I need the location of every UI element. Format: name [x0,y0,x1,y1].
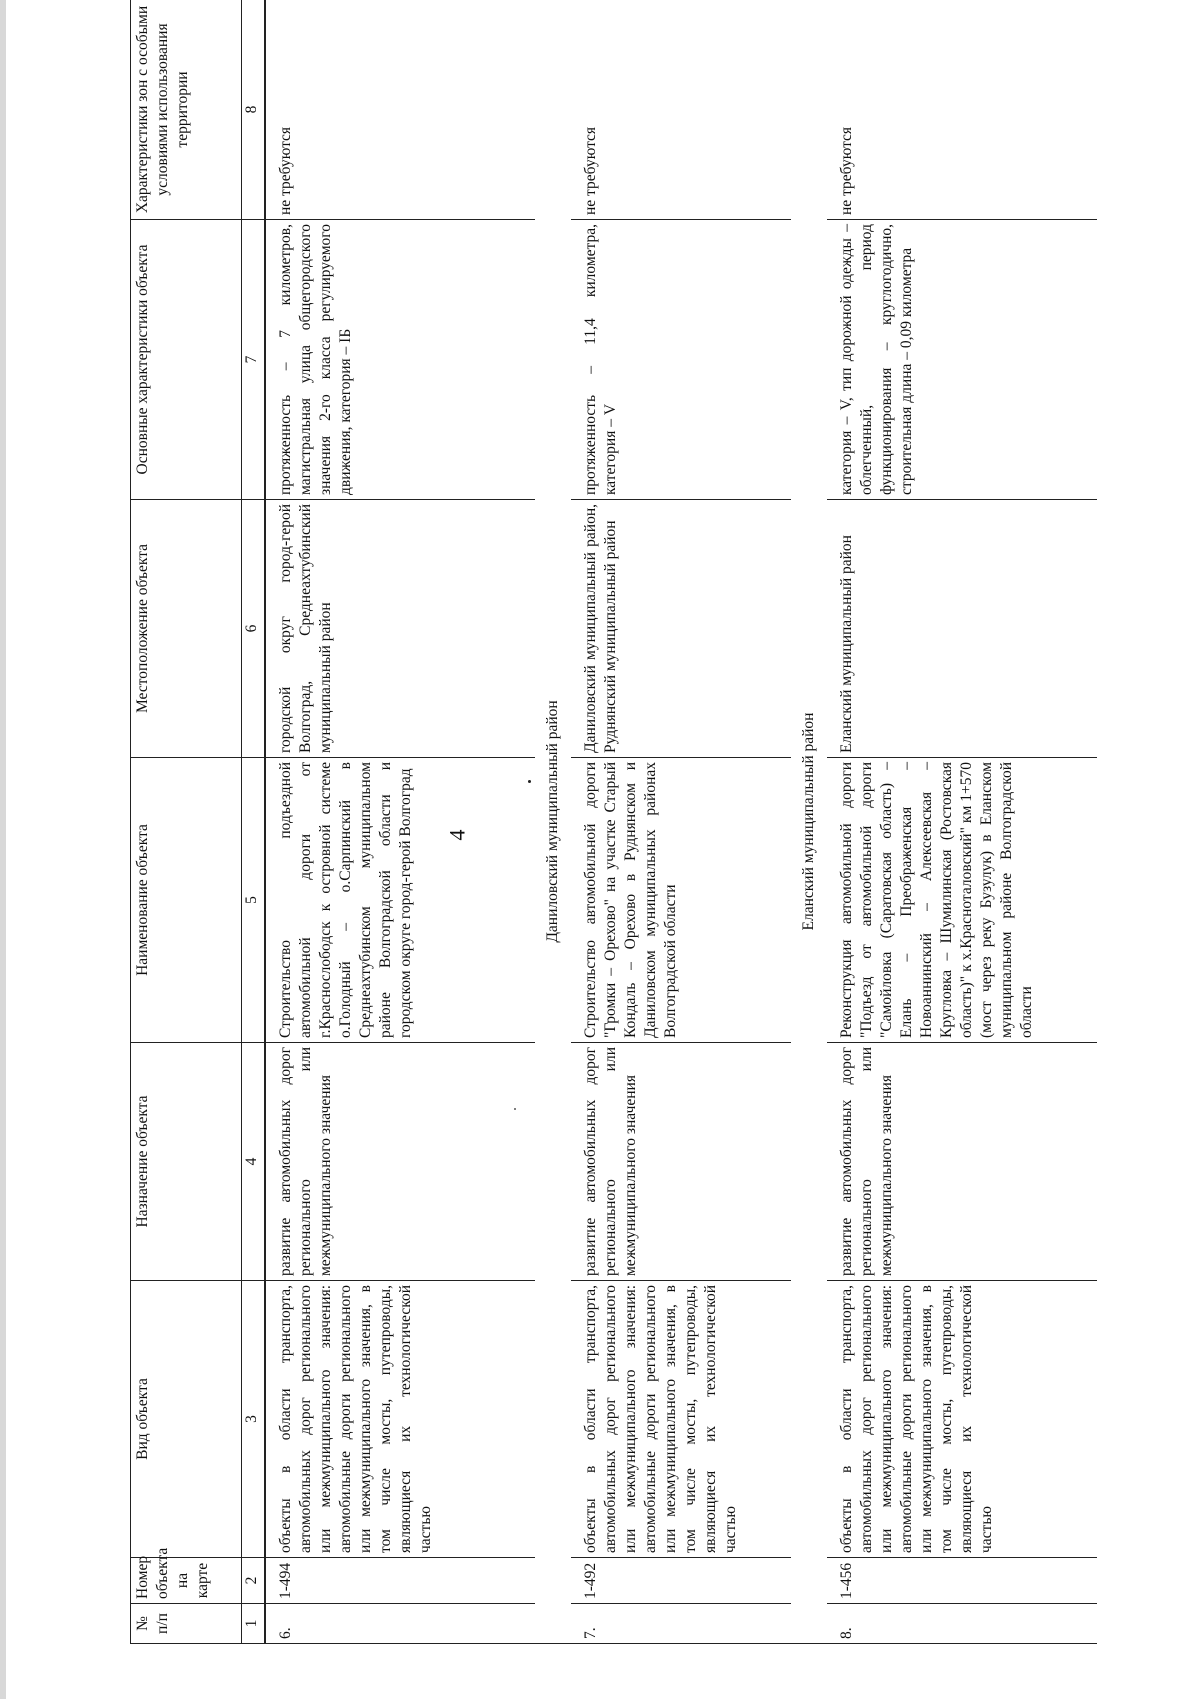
header-cell: Наименование объекта [131,758,242,1043]
district-row [535,0,571,1644]
row-number: 7. [571,1604,791,1644]
column-number: 7 [242,220,266,500]
map-number: 1-492 [571,1558,791,1604]
header-cell: Номер объекта на карте [131,1558,242,1604]
object-name: Реконструкция автомобильной дороги "Подъезд от автомобильной дороги "Самойловка (Саратовская область) – Елань – Преображенская – Новоаннинский – Алексеевская – Кругловка – Шумилинская (Ростовская область)" к х.Красноталовский" км 1+570 (мост через реку Бузулук) в Еланском муниципальном районе Волгоградской области [827,758,1097,1043]
row-number: 8. [827,1604,1097,1644]
district-heading: Еланский муниципальный район [791,0,827,1644]
object-purpose: развитие автомобильных дорог регионального или межмуниципального значения [265,1043,535,1281]
object-location: городской округ город-герой Волгоград, Среднеахтубинский муниципальный район [265,500,535,758]
column-number: 8 [242,0,266,220]
page-number: 4 [444,829,470,841]
district-row [791,0,827,1644]
object-zones: не требуются [827,0,1097,220]
object-name: Строительство автомобильной дороги "Громки – Орехово" на участке Старый Кондаль – Орехово в Руднянском и Даниловском муниципальных районах Волгоградской области [571,758,791,1043]
object-purpose: развитие автомобильных дорог регионального или межмуниципального значения [827,1043,1097,1281]
header-cell: Вид объекта [131,1281,242,1558]
rotated-table-area [130,0,1156,1644]
object-name: Строительство подъездной автомобильной дороги от г.Краснослободск к островной системе о.Голодный – о.Сарпинский в Среднеахтубинском муниципальном районе Волгоградской области и городском округе город-герой Волгоград [265,758,535,1043]
header-cell: № п/п [131,1604,242,1644]
object-zones: не требуются [571,0,791,220]
object-characteristics: категория – V, тип дорожной одежды – облегченный, период функционирования – круглогодично, строительная длина – 0,09 километра [827,220,1097,500]
object-kind: объекты в области транспорта, автомобильных дорог регионального или межмуниципального значения: автомобильные дороги регионального или межмуниципального значения, в том числе мосты, путепроводы, являющиеся их технологической частью [827,1281,1097,1558]
column-number: 5 [242,758,266,1043]
object-characteristics: протяженность – 11,4 километра, категория – V [571,220,791,500]
object-purpose: развитие автомобильных дорог регионального или межмуниципального значения [571,1043,791,1281]
objects-table [130,0,1097,1644]
map-number: 1-494 [265,1558,535,1604]
column-number: 6 [242,500,266,758]
object-kind: объекты в области транспорта, автомобильных дорог регионального или межмуниципального значения: автомобильные дороги регионального или межмуниципального значения, в том числе мосты, путепроводы, являющиеся их технологической частью [265,1281,535,1558]
column-number: 2 [242,1558,266,1604]
scan-margin [0,0,6,1699]
table-row [827,0,1097,1644]
object-location: Даниловский муниципальный район, Руднянский муниципальный район [571,500,791,758]
header-cell: Местоположение объекта [131,500,242,758]
table-row [265,0,535,1644]
map-number: 1-456 [827,1558,1097,1604]
table-header-row [131,0,242,1644]
header-cell: Характеристики зон с особыми условиями использования территории [131,0,242,220]
object-characteristics: протяженность – 7 километров, магистральная улица общегородского значения 2-го класса регулируемого движения, категория – IБ [265,220,535,500]
column-number-row [242,0,266,1644]
object-location: Еланский муниципальный район [827,500,1097,758]
column-number: 3 [242,1281,266,1558]
header-cell: Назначение объекта [131,1043,242,1281]
object-kind: объекты в области транспорта, автомобильных дорог регионального или межмуниципального значения: автомобильные дороги регионального или межмуниципального значения, в том числе мосты, путепроводы, являющиеся их технологической частью [571,1281,791,1558]
column-number: 4 [242,1043,266,1281]
object-zones: не требуются [265,0,535,220]
district-heading: Даниловский муниципальный район [535,0,571,1644]
table-row [571,0,791,1644]
row-number: 6. [265,1604,535,1644]
column-number: 1 [242,1604,266,1644]
header-cell: Основные характеристики объекта [131,220,242,500]
